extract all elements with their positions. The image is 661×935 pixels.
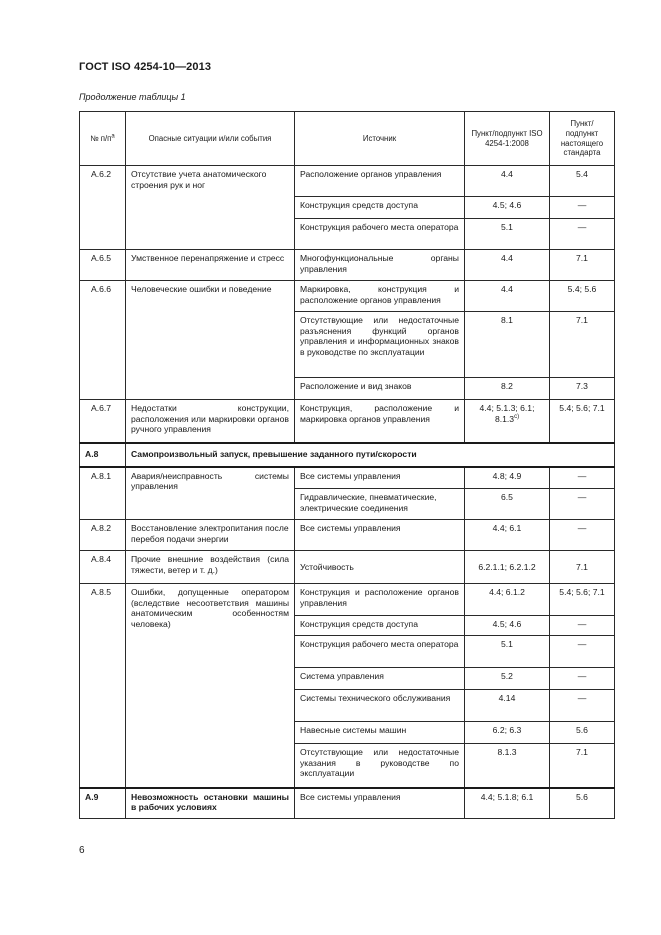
row-number: А.6.2 — [80, 166, 126, 250]
this-clause-cell: — — [550, 520, 615, 551]
this-clause-cell: — — [550, 668, 615, 690]
this-clause-cell: — — [550, 467, 615, 489]
hazard-table — [79, 111, 615, 819]
iso-clause-cell: 8.1.3 — [465, 744, 550, 788]
row-number: А.8.4 — [80, 551, 126, 584]
table-row — [80, 584, 615, 616]
this-clause-cell: — — [550, 489, 615, 520]
source-cell: Отсутствующие или недостаточные указания в руководстве по эксплуатации — [295, 744, 465, 788]
table-header-row — [80, 112, 615, 166]
iso-clause-cell: 4.4; 5.1.8; 6.1 — [465, 788, 550, 819]
hazard-cell: Ошибки, допущенные оператором (вследствие несоответствия машины анатомическим особенностям человека) — [126, 584, 295, 788]
source-cell: Устойчивость — [295, 551, 465, 584]
iso-clause-cell: 5.2 — [465, 668, 550, 690]
source-cell: Отсутствующие или недостаточные разъяснения функций органов управления и информационных знаков в руководстве по эксплуатации — [295, 312, 465, 378]
this-clause-cell: 5.4; 5.6; 7.1 — [550, 400, 615, 443]
table-row — [80, 520, 615, 551]
this-clause-cell: — — [550, 197, 615, 219]
document-title: ГОСТ ISO 4254-10—2013 — [79, 61, 212, 73]
hazard-cell: Отсутствие учета анатомического строения рук и ног — [126, 166, 295, 250]
row-number: А.6.6 — [80, 281, 126, 400]
source-cell: Все системы управления — [295, 467, 465, 489]
iso-clause-cell: 5.1 — [465, 219, 550, 250]
this-clause-cell: 7.1 — [550, 312, 615, 378]
header-this-clause: Пункт/ подпункт настоящего стандарта — [550, 112, 615, 166]
header-source: Источник — [295, 112, 465, 166]
iso-clause-cell: 6.2.1.1; 6.2.1.2 — [465, 551, 550, 584]
hazard-cell: Человеческие ошибки и поведение — [126, 281, 295, 400]
source-cell: Расположение органов управления — [295, 166, 465, 197]
this-clause-cell: 5.4; 5.6; 7.1 — [550, 584, 615, 616]
row-number: А.6.5 — [80, 250, 126, 281]
iso-clause-cell: 6.5 — [465, 489, 550, 520]
table-row — [80, 400, 615, 443]
section-number: А.8 — [80, 443, 126, 467]
row-number: А.8.2 — [80, 520, 126, 551]
header-num: № $п/п^а$ — [80, 112, 126, 166]
source-cell: Конструкция и расположение органов управления — [295, 584, 465, 616]
this-clause-cell: 7.1 — [550, 250, 615, 281]
source-cell: Гидравлические, пневматические, электрические соединения — [295, 489, 465, 520]
hazard-cell: Умственное перенапряжение и стресс — [126, 250, 295, 281]
this-clause-cell: 5.4; 5.6 — [550, 281, 615, 312]
iso-clause-cell: 4.8; 4.9 — [465, 467, 550, 489]
this-clause-cell: — — [550, 219, 615, 250]
source-cell: Системы технического обслуживания — [295, 690, 465, 722]
page-number: 6 — [79, 845, 85, 856]
this-clause-cell: 5.6 — [550, 788, 615, 819]
table-continuation-caption: Продолжение таблицы 1 — [79, 92, 186, 102]
this-clause-cell: 5.6 — [550, 722, 615, 744]
source-cell: Конструкция средств доступа — [295, 197, 465, 219]
iso-clause-cell: 5.1 — [465, 636, 550, 668]
source-cell: Конструкция рабочего места оператора — [295, 219, 465, 250]
iso-clause-cell: 8.2 — [465, 378, 550, 400]
this-clause-cell: — — [550, 690, 615, 722]
source-cell: Конструкция средств доступа — [295, 616, 465, 636]
section-row-a9 — [80, 788, 615, 819]
hazard-cell: Авария/неисправность системы управления — [126, 467, 295, 520]
iso-clause-cell: 4.4; 6.1 — [465, 520, 550, 551]
iso-clause-cell: 4.5; 4.6 — [465, 616, 550, 636]
hazard-cell: Невозможность остановки машины в рабочих условиях — [126, 788, 295, 819]
hazard-cell: Восстановление электропитания после перебоя подачи энергии — [126, 520, 295, 551]
row-number: А.8.1 — [80, 467, 126, 520]
this-clause-cell: 7.3 — [550, 378, 615, 400]
source-cell: Многофункциональные органы управления — [295, 250, 465, 281]
table-row — [80, 281, 615, 312]
table-row — [80, 551, 615, 584]
header-hazard: Опасные ситуации и/или события — [126, 112, 295, 166]
iso-clause-cell: 4.4; 5.1.3; 6.1; $8.1.3^{с)}$ — [465, 400, 550, 443]
source-cell: Маркировка, конструкция и расположение органов управления — [295, 281, 465, 312]
iso-clause-cell: 4.4 — [465, 166, 550, 197]
iso-clause-cell: 4.5; 4.6 — [465, 197, 550, 219]
source-cell: Все системы управления — [295, 788, 465, 819]
this-clause-cell: 5.4 — [550, 166, 615, 197]
iso-clause-cell: 4.14 — [465, 690, 550, 722]
header-iso-clause: Пункт/подпункт ISO 4254-1:2008 — [465, 112, 550, 166]
iso-clause-cell: 6.2; 6.3 — [465, 722, 550, 744]
source-cell: Система управления — [295, 668, 465, 690]
source-cell: Все системы управления — [295, 520, 465, 551]
this-clause-cell: — — [550, 636, 615, 668]
iso-clause-cell: 4.4 — [465, 281, 550, 312]
table-row — [80, 250, 615, 281]
this-clause-cell: — — [550, 616, 615, 636]
hazard-cell: Прочие внешние воздействия (сила тяжести, ветер и т. д.) — [126, 551, 295, 584]
this-clause-cell: 7.1 — [550, 551, 615, 584]
section-row-a8 — [80, 443, 615, 467]
section-title: Самопроизвольный запуск, превышение заданного пути/скорости — [126, 443, 615, 467]
row-number: А.8.5 — [80, 584, 126, 788]
row-number: А.6.7 — [80, 400, 126, 443]
section-number: А.9 — [80, 788, 126, 819]
table-row — [80, 467, 615, 489]
iso-clause-cell: 4.4; 6.1.2 — [465, 584, 550, 616]
source-cell: Расположение и вид знаков — [295, 378, 465, 400]
this-clause-cell: 7.1 — [550, 744, 615, 788]
source-cell: Конструкция, расположение и маркировка органов управления — [295, 400, 465, 443]
iso-clause-cell: 4.4 — [465, 250, 550, 281]
source-cell: Конструкция рабочего места оператора — [295, 636, 465, 668]
source-cell: Навесные системы машин — [295, 722, 465, 744]
hazard-cell: Недостатки конструкции, расположения или маркировки органов ручного управления — [126, 400, 295, 443]
iso-clause-cell: 8.1 — [465, 312, 550, 378]
table-row — [80, 166, 615, 197]
